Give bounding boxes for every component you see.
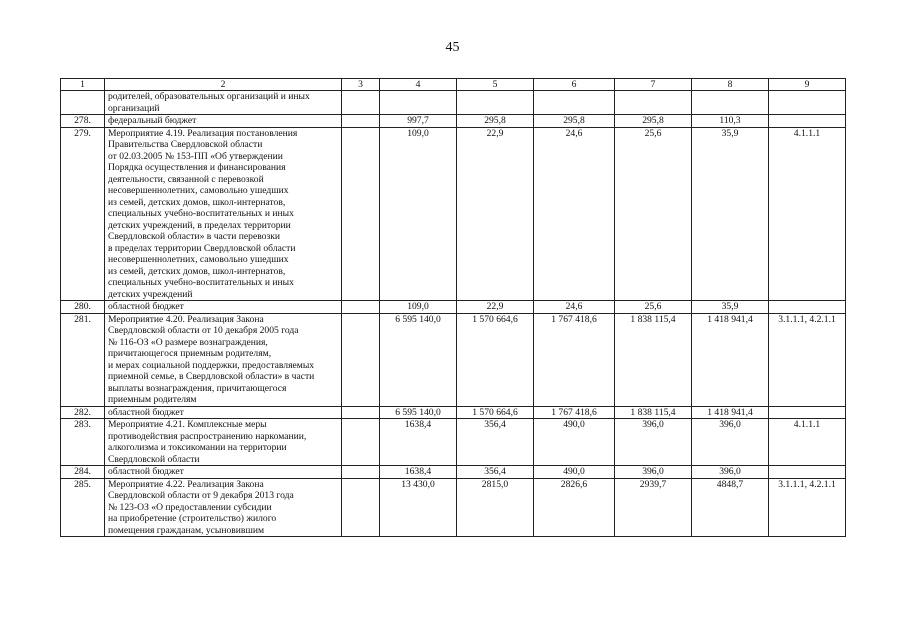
column-3-cell [342,115,380,128]
target-indicator-cell: 4.1.1.1 [769,127,846,301]
value-col-7-cell: 295,8 [615,115,692,128]
value-col-7-cell: 25,6 [615,301,692,314]
target-indicator-cell [769,91,846,115]
value-col-5-cell: 22,9 [457,301,534,314]
target-indicator-cell [769,115,846,128]
row-number-cell: 278. [61,115,105,128]
value-col-8-cell: 1 418 941,4 [692,406,769,419]
column-3-cell [342,301,380,314]
description-cell: Мероприятие 4.21. Комплексные меры противодействия распространению наркомании, алкоголизма и токсикомании на территории Свердловской области [105,419,342,466]
table-row [61,313,846,406]
table-row [61,91,846,115]
column-3-cell [342,419,380,466]
description-cell: родителей, образовательных организаций и иных организаций [105,91,342,115]
value-col-5-cell: 356,4 [457,419,534,466]
value-col-8-cell: 396,0 [692,419,769,466]
column-header: 5 [457,79,534,91]
row-number-cell: 280. [61,301,105,314]
value-col-5-cell: 1 570 664,6 [457,313,534,406]
value-col-4-cell: 6 595 140,0 [380,406,457,419]
value-col-4-cell: 109,0 [380,301,457,314]
description-cell: областной бюджет [105,301,342,314]
target-indicator-cell [769,301,846,314]
value-col-5-cell [457,91,534,115]
column-header: 4 [380,79,457,91]
column-3-cell [342,127,380,301]
value-col-7-cell: 396,0 [615,419,692,466]
value-col-4-cell: 997,7 [380,115,457,128]
table-row [61,466,846,479]
column-header: 1 [61,79,105,91]
table-row [61,301,846,314]
table-row [61,406,846,419]
value-col-4-cell: 109,0 [380,127,457,301]
table-row [61,419,846,466]
column-3-cell [342,91,380,115]
value-col-6-cell: 1 767 418,6 [534,313,615,406]
value-col-7-cell: 1 838 115,4 [615,313,692,406]
description-cell: Мероприятие 4.20. Реализация Закона Свердловской области от 10 декабря 2005 года № 116-ОЗ «О размере вознаграждения, причитающегося приемным родителям, и мерах социальной поддержки, предоставляемых приемной семье, в Свердловской области» в части выплаты вознаграждения, причитающегося приемным родителям [105,313,342,406]
row-number-cell: 284. [61,466,105,479]
value-col-6-cell: 2826,6 [534,478,615,537]
value-col-6-cell: 490,0 [534,466,615,479]
value-col-8-cell: 35,9 [692,301,769,314]
column-header: 9 [769,79,846,91]
description-cell: Мероприятие 4.22. Реализация Закона Свердловской области от 9 декабря 2013 года № 123-ОЗ «О предоставлении субсидии на приобретение (строительство) жилого помещения гражданам, усыновившим [105,478,342,537]
value-col-4-cell: 13 430,0 [380,478,457,537]
value-col-6-cell [534,91,615,115]
description-cell: Мероприятие 4.19. Реализация постановления Правительства Свердловской области от 02.03.2005 № 153-ПП «Об утверждении Порядка осуществления и финансирования деятельности, связанной с перевозкой несовершеннолетних, самовольно ушедших из семей, детских домов, школ-интернатов, специальных учебно-воспитательных и иных детских учреждений, в пределах территории Свердловской области» в части перевозки в пределах территории Свердловской области несовершеннолетних, самовольно ушедших из семей, детских домов, школ-интернатов, специальных учебно-воспитательных и иных детских учреждений [105,127,342,301]
value-col-8-cell: 35,9 [692,127,769,301]
target-indicator-cell [769,466,846,479]
row-number-cell: 285. [61,478,105,537]
value-col-4-cell [380,91,457,115]
value-col-4-cell: 1638,4 [380,419,457,466]
value-col-4-cell: 6 595 140,0 [380,313,457,406]
column-header: 2 [105,79,342,91]
row-number-cell: 281. [61,313,105,406]
target-indicator-cell: 4.1.1.1 [769,419,846,466]
description-cell: федеральный бюджет [105,115,342,128]
budget-table [60,78,846,537]
column-header: 8 [692,79,769,91]
value-col-7-cell: 1 838 115,4 [615,406,692,419]
column-3-cell [342,406,380,419]
value-col-6-cell: 24,6 [534,127,615,301]
column-3-cell [342,466,380,479]
value-col-8-cell: 1 418 941,4 [692,313,769,406]
value-col-6-cell: 490,0 [534,419,615,466]
column-3-cell [342,478,380,537]
value-col-5-cell: 1 570 664,6 [457,406,534,419]
table-header-row [61,79,846,91]
description-cell: областной бюджет [105,406,342,419]
row-number-cell: 282. [61,406,105,419]
target-indicator-cell: 3.1.1.1, 4.2.1.1 [769,313,846,406]
table-row [61,115,846,128]
value-col-6-cell: 24,6 [534,301,615,314]
row-number-cell: 279. [61,127,105,301]
column-header: 7 [615,79,692,91]
description-cell: областной бюджет [105,466,342,479]
value-col-5-cell: 22,9 [457,127,534,301]
value-col-8-cell: 110,3 [692,115,769,128]
column-3-cell [342,313,380,406]
page-number: 45 [445,40,460,55]
row-number-cell [61,91,105,115]
row-number-cell: 283. [61,419,105,466]
value-col-5-cell: 2815,0 [457,478,534,537]
value-col-5-cell: 356,4 [457,466,534,479]
target-indicator-cell: 3.1.1.1, 4.2.1.1 [769,478,846,537]
value-col-4-cell: 1638,4 [380,466,457,479]
value-col-6-cell: 1 767 418,6 [534,406,615,419]
value-col-7-cell: 25,6 [615,127,692,301]
value-col-8-cell [692,91,769,115]
value-col-8-cell: 4848,7 [692,478,769,537]
value-col-7-cell [615,91,692,115]
table-row [61,127,846,301]
value-col-7-cell: 2939,7 [615,478,692,537]
column-header: 3 [342,79,380,91]
table-row [61,478,846,537]
value-col-7-cell: 396,0 [615,466,692,479]
target-indicator-cell [769,406,846,419]
value-col-6-cell: 295,8 [534,115,615,128]
column-header: 6 [534,79,615,91]
value-col-8-cell: 396,0 [692,466,769,479]
value-col-5-cell: 295,8 [457,115,534,128]
